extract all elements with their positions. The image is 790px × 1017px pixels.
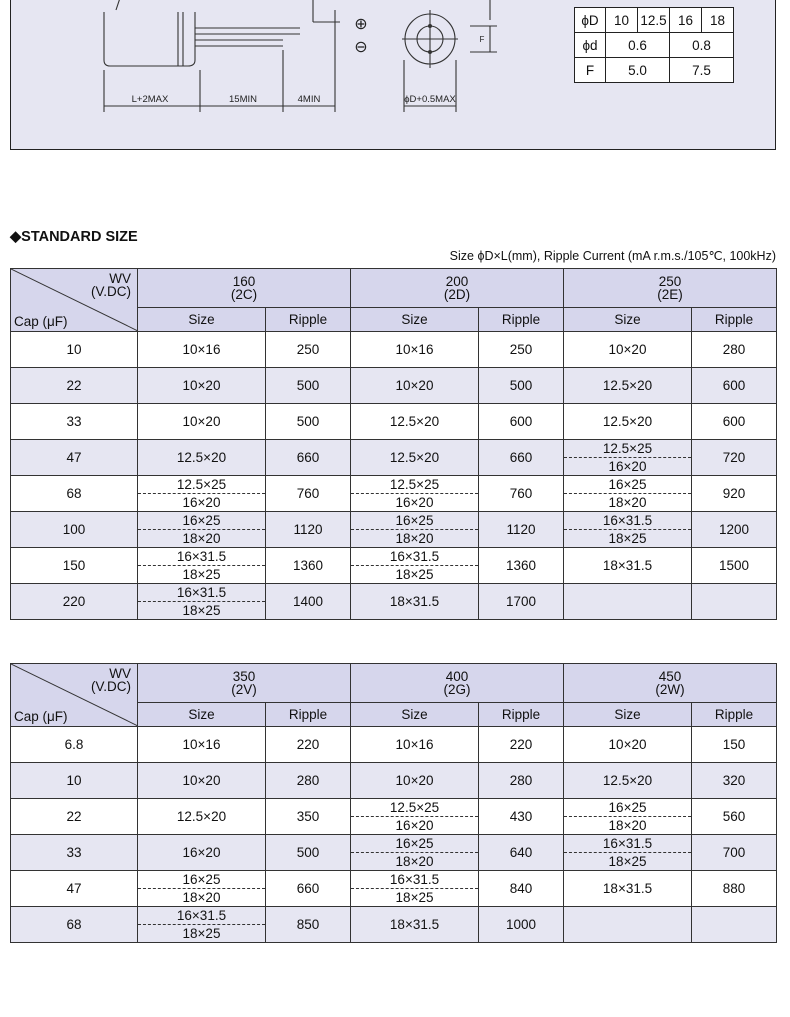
ripple-cell: 760 (266, 476, 351, 512)
ripple-cell: 600 (692, 368, 777, 404)
size-option: 16×31.5 (564, 512, 691, 530)
size-cell: 10×16 (351, 332, 479, 368)
ripple-cell: 640 (479, 835, 564, 871)
table-row (11, 476, 777, 512)
ripple-cell: 280 (692, 332, 777, 368)
ripple-cell: 700 (692, 835, 777, 871)
size-option: 12.5×25 (351, 476, 478, 494)
size-option: 16×25 (564, 799, 691, 817)
size-option: 16×20 (395, 817, 434, 833)
capacitor-body-outline (104, 12, 195, 66)
size-option: 16×31.5 (351, 871, 478, 889)
cap-cell: 47 (11, 871, 138, 907)
cap-label: Cap (μF) (14, 709, 68, 724)
lead-table-row (575, 33, 734, 58)
size-column-header: Size (138, 703, 266, 727)
voltage-value: 350 (232, 669, 256, 684)
ripple-cell: 250 (479, 332, 564, 368)
ripple-column-header: Ripple (479, 703, 564, 727)
ripple-cell (692, 907, 777, 943)
size-option: 12.5×25 (564, 440, 691, 458)
size-column-header: Size (351, 308, 479, 332)
standard-size-table-2 (10, 663, 777, 943)
lead-cell: 0.6 (606, 33, 670, 58)
ripple-cell: 500 (266, 368, 351, 404)
lead-hole-bottom (428, 50, 432, 54)
header-row-voltage (11, 269, 777, 308)
dim-label-f: F (479, 35, 485, 44)
size-option: 18×20 (608, 494, 647, 510)
ripple-cell: 1120 (266, 512, 351, 548)
lead-cell: 12.5 (638, 8, 670, 33)
ripple-cell: 1360 (266, 548, 351, 584)
cap-cell: 33 (11, 835, 138, 871)
size-option: 18×25 (608, 853, 647, 869)
voltage-header (564, 664, 777, 703)
voltage-code: (2G) (443, 682, 471, 697)
size-cell: 12.5×20 (351, 440, 479, 476)
vdc-label: (V.DC) (90, 679, 131, 694)
cap-cell: 47 (11, 440, 138, 476)
lead-cell: 18 (702, 8, 734, 33)
voltage-code: (2V) (231, 682, 257, 697)
table-row (11, 440, 777, 476)
ripple-cell: 600 (479, 404, 564, 440)
voltage-header (351, 269, 564, 308)
size-cell: 12.5×20 (564, 404, 692, 440)
voltage-value: 250 (658, 274, 682, 289)
size-option: 18×20 (608, 817, 647, 833)
ripple-cell: 920 (692, 476, 777, 512)
size-option: 16×31.5 (138, 548, 265, 566)
ripple-cell: 600 (692, 404, 777, 440)
cap-cell: 68 (11, 476, 138, 512)
size-option: 18×20 (182, 889, 221, 905)
table-row (11, 512, 777, 548)
lead-cell: 7.5 (670, 58, 734, 83)
size-column-header: Size (564, 308, 692, 332)
size-option: 16×20 (182, 494, 221, 510)
voltage-value: 160 (232, 274, 256, 289)
ripple-column-header: Ripple (266, 308, 351, 332)
size-option: 16×20 (608, 458, 647, 474)
size-cell: 10×20 (351, 368, 479, 404)
ripple-cell: 320 (692, 763, 777, 799)
dim-label-sleeve: 4MIN (297, 94, 321, 105)
lead-hole-top (428, 24, 432, 28)
ripple-cell: 1700 (479, 584, 564, 620)
size-cell (564, 584, 692, 620)
header-row-voltage (11, 664, 777, 703)
size-option: 16×31.5 (138, 907, 265, 925)
size-option: 16×25 (351, 512, 478, 530)
ripple-cell: 500 (266, 835, 351, 871)
size-cell: 10×20 (564, 727, 692, 763)
size-option: 16×20 (395, 494, 434, 510)
plus-symbol: ⊕ (354, 16, 368, 33)
voltage-code: (2W) (655, 682, 685, 697)
size-cell (351, 871, 479, 907)
ripple-cell: 1200 (692, 512, 777, 548)
size-option: 16×31.5 (138, 584, 265, 602)
ripple-cell: 660 (266, 440, 351, 476)
ripple-cell: 1120 (479, 512, 564, 548)
voltage-header (351, 664, 564, 703)
size-option: 18×25 (182, 566, 221, 582)
ripple-cell: 840 (479, 871, 564, 907)
size-option: 16×31.5 (351, 548, 478, 566)
size-cell: 10×16 (138, 332, 266, 368)
ripple-cell: 560 (692, 799, 777, 835)
size-cell (138, 871, 266, 907)
size-column-header: Size (564, 703, 692, 727)
size-cell: 12.5×20 (138, 799, 266, 835)
size-option: 18×25 (182, 602, 221, 618)
size-option: 16×25 (138, 512, 265, 530)
size-cell: 10×20 (138, 763, 266, 799)
size-cell: 10×16 (138, 727, 266, 763)
cap-cell: 22 (11, 368, 138, 404)
size-cell (564, 512, 692, 548)
voltage-code: (2D) (443, 287, 471, 302)
ripple-cell: 660 (266, 871, 351, 907)
table-row (11, 907, 777, 943)
size-cell: 18×31.5 (564, 871, 692, 907)
size-cell (351, 799, 479, 835)
ripple-cell: 280 (266, 763, 351, 799)
size-cell (351, 548, 479, 584)
size-cell: 10×20 (138, 368, 266, 404)
ripple-column-header: Ripple (692, 703, 777, 727)
ripple-cell: 850 (266, 907, 351, 943)
dim-label-lead: 15MIN (229, 94, 257, 105)
cap-cell: 10 (11, 332, 138, 368)
section-note: Size ϕD×L(mm), Ripple Current (mA r.m.s./105℃, 100kHz) (449, 249, 776, 263)
ripple-cell: 150 (692, 727, 777, 763)
dim-label-diameter: ϕD+0.5MAX (404, 94, 456, 105)
table-row (11, 799, 777, 835)
cap-cell: 6.8 (11, 727, 138, 763)
size-cell: 10×16 (351, 727, 479, 763)
sleeve-groove (178, 12, 183, 66)
size-cell (138, 548, 266, 584)
lead-cell: ϕd (575, 33, 606, 58)
voltage-code: (2E) (657, 287, 683, 302)
ripple-cell: 430 (479, 799, 564, 835)
size-option: 18×25 (608, 530, 647, 546)
size-cell (564, 799, 692, 835)
size-option: 16×31.5 (564, 835, 691, 853)
voltage-value: 450 (658, 669, 682, 684)
table-row (11, 368, 777, 404)
size-option: 18×20 (182, 530, 221, 546)
voltage-code: (2C) (230, 287, 258, 302)
size-cell: 12.5×20 (351, 404, 479, 440)
size-cell (351, 835, 479, 871)
voltage-header (138, 269, 351, 308)
standard-size-table-1 (10, 268, 777, 620)
size-cell (138, 584, 266, 620)
lead-cell: 5.0 (606, 58, 670, 83)
table-row (11, 548, 777, 584)
size-cell (564, 907, 692, 943)
table-row (11, 584, 777, 620)
size-cell: 18×31.5 (351, 584, 479, 620)
size-option: 18×25 (395, 566, 434, 582)
ripple-cell: 1360 (479, 548, 564, 584)
ripple-cell: 500 (479, 368, 564, 404)
voltage-value: 400 (445, 669, 469, 684)
corner-header (11, 664, 138, 727)
ripple-cell: 1000 (479, 907, 564, 943)
lead-cell: F (575, 58, 606, 83)
lead-cell: ϕD (575, 8, 606, 33)
size-cell: 12.5×20 (564, 763, 692, 799)
cap-cell: 220 (11, 584, 138, 620)
wv-label: WV (109, 271, 131, 286)
table-row (11, 727, 777, 763)
minus-symbol: ⊖ (354, 39, 368, 56)
section-title: ◆STANDARD SIZE (10, 229, 138, 245)
voltage-header (138, 664, 351, 703)
size-option: 16×25 (564, 476, 691, 494)
ripple-column-header: Ripple (479, 308, 564, 332)
size-option: 16×25 (351, 835, 478, 853)
size-cell: 10×20 (564, 332, 692, 368)
size-cell: 12.5×20 (138, 440, 266, 476)
ripple-cell: 220 (479, 727, 564, 763)
ripple-column-header: Ripple (266, 703, 351, 727)
ripple-cell (692, 584, 777, 620)
size-cell: 10×20 (351, 763, 479, 799)
ripple-cell: 880 (692, 871, 777, 907)
ripple-cell: 280 (479, 763, 564, 799)
size-cell: 10×20 (138, 404, 266, 440)
size-option: 18×20 (395, 853, 434, 869)
voltage-header (564, 269, 777, 308)
size-cell (564, 440, 692, 476)
ripple-cell: 720 (692, 440, 777, 476)
ripple-cell: 350 (266, 799, 351, 835)
lead-dimension-table (574, 7, 734, 83)
cap-cell: 100 (11, 512, 138, 548)
cap-cell: 68 (11, 907, 138, 943)
cap-label: Cap (μF) (14, 314, 68, 329)
ripple-cell: 1400 (266, 584, 351, 620)
lead-cell: 16 (670, 8, 702, 33)
vdc-label: (V.DC) (90, 284, 131, 299)
size-option: 16×25 (138, 871, 265, 889)
table-row (11, 871, 777, 907)
size-option: 12.5×25 (138, 476, 265, 494)
ripple-cell: 220 (266, 727, 351, 763)
cap-cell: 22 (11, 799, 138, 835)
table-row (11, 332, 777, 368)
size-cell (564, 835, 692, 871)
table-row (11, 835, 777, 871)
cap-cell: 10 (11, 763, 138, 799)
lead-cell: 0.8 (670, 33, 734, 58)
size-cell (351, 476, 479, 512)
size-cell (138, 512, 266, 548)
size-cell: 18×31.5 (351, 907, 479, 943)
lead-table-row (575, 8, 734, 33)
size-cell (138, 476, 266, 512)
ripple-cell: 500 (266, 404, 351, 440)
size-option: 18×25 (395, 889, 434, 905)
size-cell: 18×31.5 (564, 548, 692, 584)
table-row (11, 404, 777, 440)
ripple-cell: 250 (266, 332, 351, 368)
size-cell (138, 907, 266, 943)
voltage-value: 200 (445, 274, 469, 289)
wv-label: WV (109, 666, 131, 681)
ripple-cell: 660 (479, 440, 564, 476)
cap-cell: 33 (11, 404, 138, 440)
size-option: 18×25 (182, 925, 221, 941)
size-cell: 12.5×20 (564, 368, 692, 404)
size-cell (564, 476, 692, 512)
corner-header (11, 269, 138, 332)
size-option: 18×20 (395, 530, 434, 546)
table-row (11, 763, 777, 799)
ripple-column-header: Ripple (692, 308, 777, 332)
lead-table-row (575, 58, 734, 83)
lead-cell: 10 (606, 8, 638, 33)
size-column-header: Size (138, 308, 266, 332)
ripple-cell: 1500 (692, 548, 777, 584)
size-cell: 16×20 (138, 835, 266, 871)
size-column-header: Size (351, 703, 479, 727)
size-option: 12.5×25 (351, 799, 478, 817)
cap-cell: 150 (11, 548, 138, 584)
ripple-cell: 760 (479, 476, 564, 512)
dim-label-length: L+2MAX (131, 94, 169, 105)
size-cell (351, 512, 479, 548)
